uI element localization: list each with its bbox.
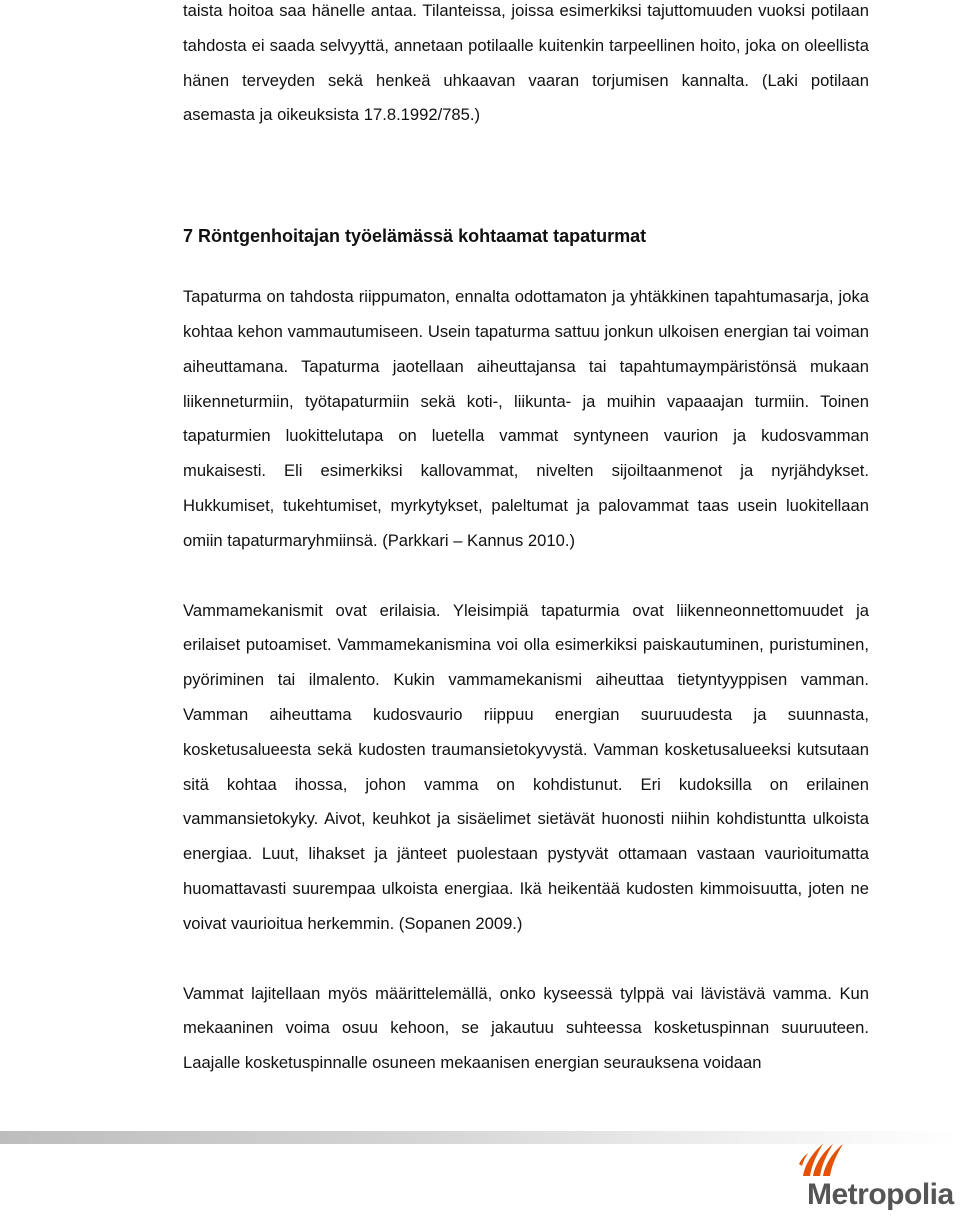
- spacer: [183, 133, 869, 219]
- metropolia-flame-logo-icon: [793, 1140, 853, 1180]
- logo-wordmark: Metropolia: [807, 1178, 954, 1211]
- paragraph-injury-mechanisms: Vammamekanismit ovat erilaisia. Yleisimpiä tapaturmia ovat liikenneonnettomuudet ja erilaiset putoamiset. Vammamekanismina voi olla esimerkiksi paiskautuminen, puristuminen, pyöriminen tai ilmalento. Kukin vammamekanismi aiheuttaa tietyntyyppisen vamman. Vamman aiheuttama kudosvaurio riippuu energian suuruudesta ja suunnasta, kosketusalueesta sekä kudosten traumansietokyvystä. Vamman kosketusalueeksi kutsutaan sitä kohtaa ihossa, johon vamma on kohdistunut. Eri kudoksilla on erilainen vammansietokyky. Aivot, keuhkot ja sisäelimet sietävät huonosti niihin kohdistuntta ulkoista energiaa. Luut, lihakset ja jänteet puolestaan pystyvät ottamaan vastaan vaurioitumatta huomattavasti suurempaa ulkoista energiaa. Ikä heikentää kudosten kimmoisuutta, joten ne voivat vaurioitua herkemmin. (Sopanen 2009.): [183, 600, 869, 933]
- spacer: [183, 942, 869, 977]
- section-heading: 7 Röntgenhoitajan työelämässä kohtaamat tapaturmat: [183, 226, 647, 247]
- spacer: [183, 559, 869, 594]
- metropolia-logo: [793, 1140, 960, 1223]
- spacer: [183, 253, 869, 280]
- paragraph-accident-definition: Tapaturma on tahdosta riippumaton, ennalta odottamaton ja yhtäkkinen tapahtumasarja, joka kohtaa kehon vammautumiseen. Usein tapaturma sattuu jonkun ulkoisen energian tai voiman aiheuttamana. Tapaturma jaotellaan aiheuttajansa tai tapahtumaympäristönsä mukaan liikenneturmiin, työtapaturmiin sekä koti-, liikunta- ja muihin vapaaajan turmiin. Toinen tapaturmien luokittelutapa on luetella vammat syntyneen vaurion ja kudosvamman mukaisesti. Eli esimerkiksi kallovammat, nivelten sijoiltaanmenot ja nyrjähdykset. Hukkumiset, tukehtumiset, myrkytykset, paleltumat ja palovammat taas usein luokitellaan omiin tapaturmaryhmiinsä. (Parkkari – Kannus 2010.): [183, 287, 869, 550]
- document-body: [183, 0, 869, 1081]
- paragraph-patient-rights: taista hoitoa saa hänelle antaa. Tilanteissa, joissa esimerkiksi tajuttomuuden vuoksi potilaan tahdosta ei saada selvyyttä, annetaan potilaalle kuitenkin tarpeellinen hoito, joka on oleellista hänen terveyden sekä henkeä uhkaavan vaaran torjumisen kannalta. (Laki potilaan asemasta ja oikeuksista 17.8.1992/785.): [183, 1, 869, 125]
- paragraph-injury-classification: Vammat lajitellaan myös määrittelemällä, onko kyseessä tylppä vai lävistävä vamma. Kun mekaaninen voima osuu kehoon, se jakautuu suhteessa kosketuspinnan suuruuteen. Laajalle kosketuspinnalle osuneen mekaanisen energian seurauksena voidaan: [183, 983, 869, 1073]
